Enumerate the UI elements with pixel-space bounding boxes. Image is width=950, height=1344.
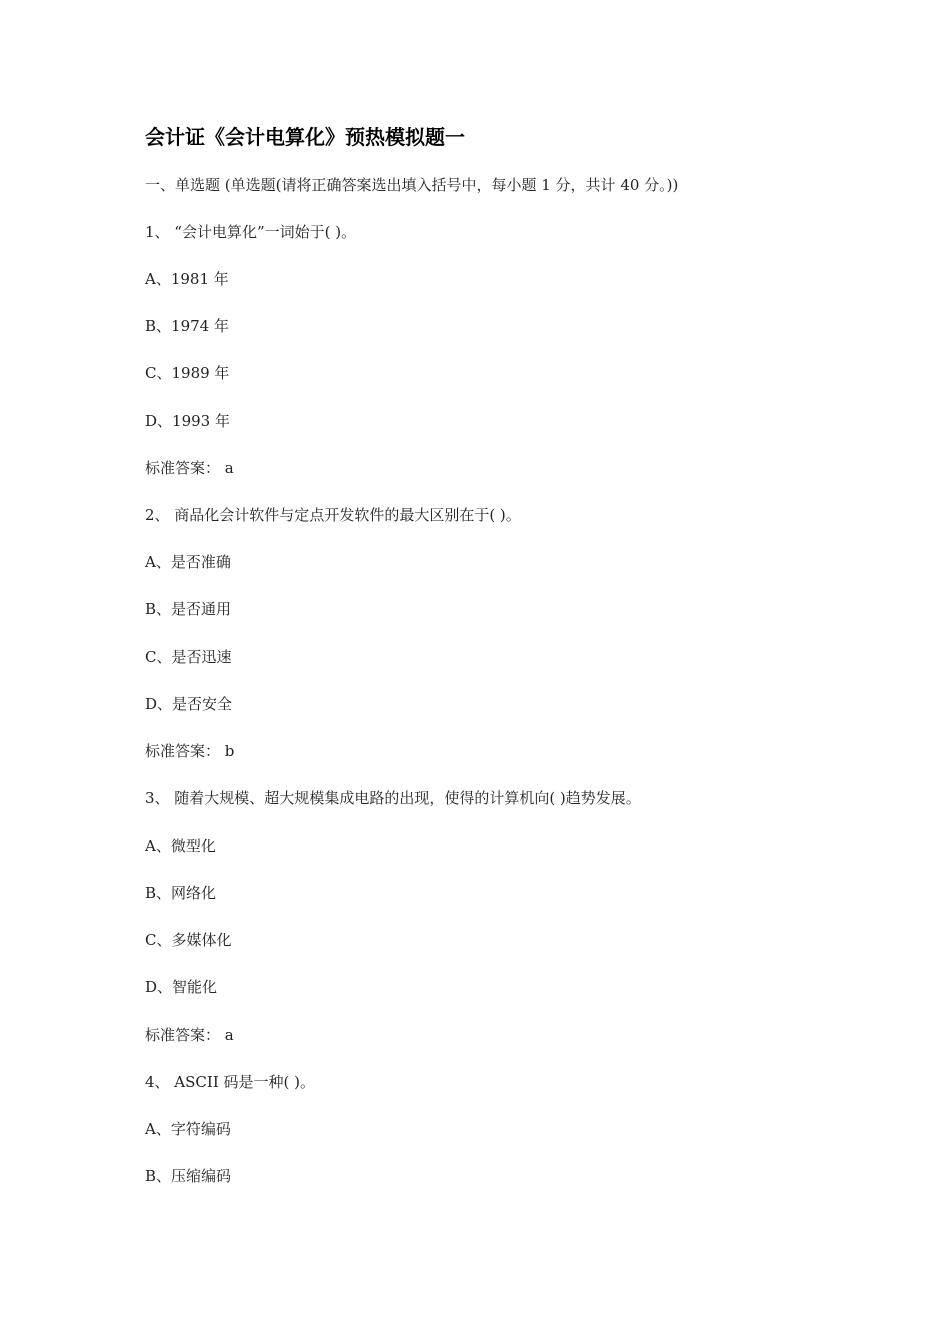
option-c: C、1989 年 — [145, 364, 230, 382]
option-b: B、是否通用 — [145, 600, 232, 618]
option-a: A、字符编码 — [145, 1120, 231, 1138]
section-heading: 一、单选题 (单选题(请将正确答案选出填入括号中，每小题 1 分，共计 40 分。)) — [145, 176, 679, 194]
document-title: 会计证《会计电算化》预热模拟题一 — [145, 125, 465, 149]
question-stem: 4、 ASCII 码是一种( )。 — [145, 1073, 315, 1091]
option-b: B、1974 年 — [145, 317, 229, 335]
option-d: D、是否安全 — [145, 695, 233, 713]
option-a: A、微型化 — [145, 837, 216, 855]
standard-answer: 标准答案： b — [145, 742, 235, 760]
option-b: B、压缩编码 — [145, 1167, 232, 1185]
standard-answer: 标准答案： a — [145, 1026, 234, 1044]
option-b: B、网络化 — [145, 884, 217, 902]
question-stem: 2、 商品化会计软件与定点开发软件的最大区别在于( )。 — [145, 506, 521, 524]
question-stem: 1、 “会计电算化”一词始于( )。 — [145, 223, 357, 241]
option-d: D、智能化 — [145, 978, 218, 996]
question-stem: 3、 随着大规模、超大规模集成电路的出现，使得的计算机向( )趋势发展。 — [145, 789, 641, 807]
option-a: A、1981 年 — [145, 270, 229, 288]
standard-answer: 标准答案： a — [145, 459, 234, 477]
option-c: C、多媒体化 — [145, 931, 232, 949]
option-c: C、是否迅速 — [145, 648, 232, 666]
option-a: A、是否准确 — [145, 553, 231, 571]
option-d: D、1993 年 — [145, 412, 230, 430]
